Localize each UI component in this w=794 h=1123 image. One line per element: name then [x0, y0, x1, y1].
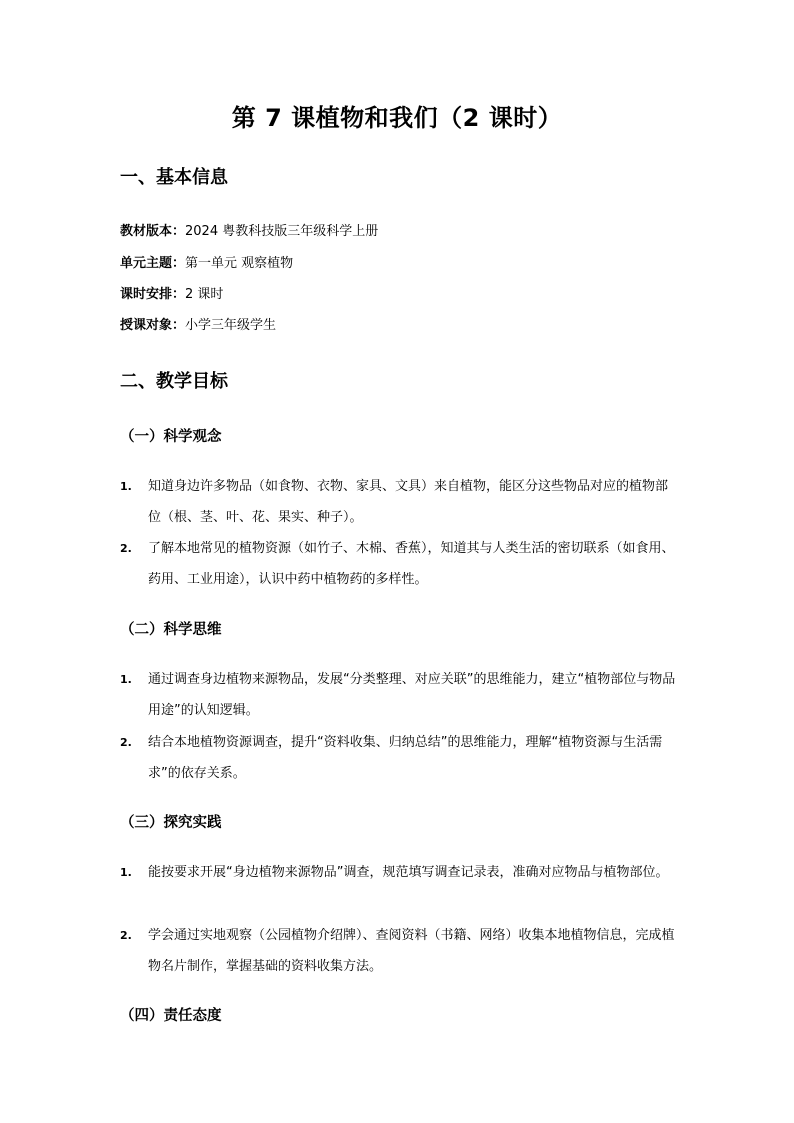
info-value: 第一单元 观察植物 [185, 256, 294, 271]
list-item [120, 471, 680, 533]
subsection-heading-responsibility: （四）责任态度 [120, 1008, 222, 1024]
section-heading-basic-info: 一、基本信息 [120, 167, 228, 188]
list-item-text: 结合本地植物资源调查，提升“资料收集、归纳总结”的思维能力，理解“植物资源与生活需求”的依存关系。 [148, 735, 663, 781]
list-item-text: 知道身边许多物品（如食物、衣物、家具、文具）来自植物，能区分这些物品对应的植物部位（根、茎、叶、花、果实、种子）。 [148, 479, 669, 525]
subsection-heading-practice: （三）探究实践 [120, 815, 222, 831]
info-label: 课时安排： [120, 287, 186, 302]
list-item [120, 664, 680, 726]
subsection-heading-thinking: （二）科学思维 [120, 622, 222, 638]
list-item [120, 857, 680, 888]
list-item-text: 能按要求开展“身边植物来源物品”调查，规范填写调查记录表，准确对应物品与植物部位。 [148, 865, 669, 880]
info-value: 2024 粤教科技版三年级科学上册 [185, 224, 379, 239]
info-row-unit [120, 254, 293, 274]
list-item [120, 727, 680, 789]
list-item-number: 2. [120, 929, 132, 942]
section-heading-objectives: 二、教学目标 [120, 371, 228, 392]
list-item-number: 1. [120, 866, 132, 879]
info-label: 授课对象： [120, 318, 186, 333]
info-row-textbook [120, 222, 378, 242]
info-label: 单元主题： [120, 256, 186, 271]
document-title: 第 7 课植物和我们（2 课时） [231, 104, 563, 132]
info-row-schedule [120, 285, 223, 305]
list-item-text: 学会通过实地观察（公园植物介绍牌）、查阅资料（书籍、网络）收集本地植物信息，完成植物名片制作，掌握基础的资料收集方法。 [148, 928, 675, 974]
info-row-audience [120, 316, 276, 336]
info-label: 教材版本： [120, 224, 186, 239]
info-value: 2 课时 [185, 287, 224, 302]
list-item-number: 2. [120, 542, 132, 555]
list-item-text: 了解本地常见的植物资源（如竹子、木棉、香蕉），知道其与人类生活的密切联系（如食用、药用、工业用途），认识中药中植物药的多样性。 [148, 541, 675, 587]
list-item [120, 920, 680, 982]
list-item [120, 533, 680, 595]
info-value: 小学三年级学生 [185, 318, 277, 333]
list-item-text: 通过调查身边植物来源物品，发展“分类整理、对应关联”的思维能力，建立“植物部位与物品用途”的认知逻辑。 [148, 672, 676, 718]
list-item-number: 1. [120, 673, 132, 686]
subsection-heading-concept: （一）科学观念 [120, 429, 222, 445]
list-item-number: 1. [120, 480, 132, 493]
list-item-number: 2. [120, 736, 132, 749]
